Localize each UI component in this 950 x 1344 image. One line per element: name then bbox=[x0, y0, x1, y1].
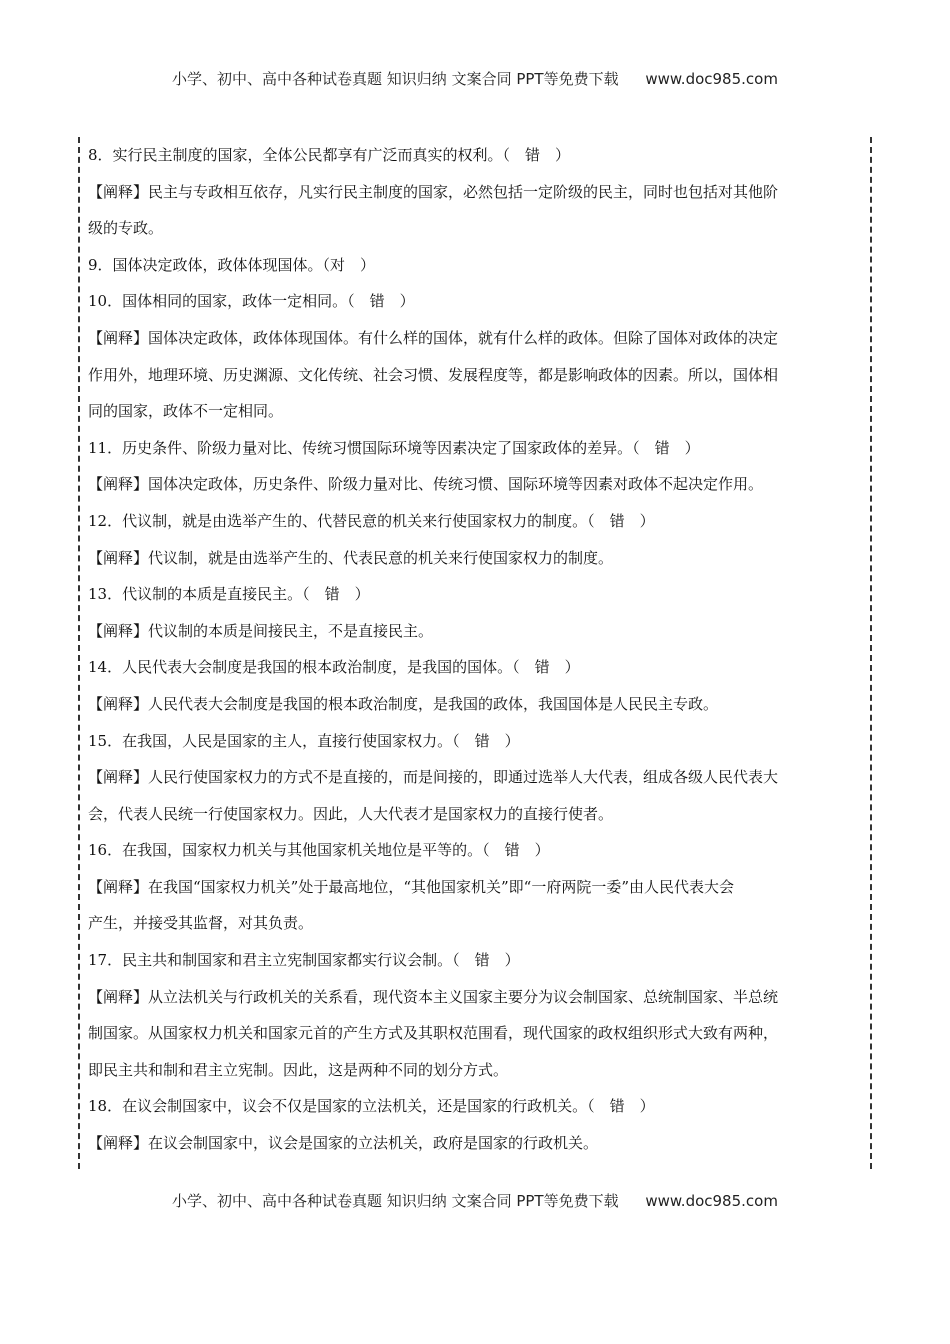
text-line: 【阐释】人民代表大会制度是我国的根本政治制度，是我国的政体，我国国体是人民民主专政。 bbox=[88, 694, 719, 713]
text-line: 8．实行民主制度的国家，全体公民都享有广泛而真实的权利。（ 错 ） bbox=[88, 146, 571, 164]
text-line: 【阐释】从立法机关与行政机关的关系看，现代资本主义国家主要分为议会制国家、总统制国家、半总统 bbox=[88, 987, 779, 1006]
text-line: 18．在议会制国家中，议会不仅是国家的立法机关，还是国家的行政机关。（ 错 ） bbox=[88, 1097, 655, 1116]
footer-url[interactable]: www.doc985.com bbox=[645, 1192, 778, 1210]
text-line: 会，代表人民统一行使国家权力。因此，人大代表才是国家权力的直接行使者。 bbox=[88, 804, 614, 823]
header-text: 小学、初中、高中各种试卷真题 知识归纳 文案合同 PPT等免费下载 bbox=[172, 70, 619, 88]
text-line: 级的专政。 bbox=[88, 219, 164, 238]
footer-text: 小学、初中、高中各种试卷真题 知识归纳 文案合同 PPT等免费下载 bbox=[172, 1192, 619, 1210]
text-line: 16．在我国，国家权力机关与其他国家机关地位是平等的。（ 错 ） bbox=[88, 841, 550, 860]
text-line: 即民主共和制和君主立宪制。因此，这是两种不同的划分方式。 bbox=[88, 1060, 509, 1079]
document-body bbox=[78, 137, 872, 1169]
text-line: 【阐释】人民行使国家权力的方式不是直接的，而是间接的，即通过选举人大代表，组成各级人民代表大 bbox=[88, 768, 779, 787]
text-line: 同的国家，政体不一定相同。 bbox=[88, 402, 284, 421]
page-footer bbox=[0, 1190, 950, 1211]
text-line: 【阐释】在议会制国家中，议会是国家的立法机关，政府是国家的行政机关。 bbox=[88, 1134, 599, 1153]
text-line: 制国家。从国家权力机关和国家元首的产生方式及其职权范围看，现代国家的政权组织形式大致有两种， bbox=[88, 1024, 779, 1043]
text-line: 【阐释】国体决定政体，历史条件、阶级力量对比、传统习惯、国际环境等因素对政体不起决定作用。 bbox=[88, 475, 764, 494]
text-line: 15．在我国，人民是国家的主人，直接行使国家权力。（ 错 ） bbox=[88, 731, 520, 750]
text-line: 12．代议制，就是由选举产生的、代替民意的机关来行使国家权力的制度。（ 错 ） bbox=[88, 511, 655, 530]
page-header bbox=[0, 68, 950, 89]
text-line: 14．人民代表大会制度是我国的根本政治制度，是我国的国体。（ 错 ） bbox=[88, 658, 580, 677]
text-line: 13．代议制的本质是直接民主。（ 错 ） bbox=[88, 585, 370, 604]
text-line: 【阐释】民主与专政相互依存，凡实行民主制度的国家，必然包括一定阶级的民主，同时也包括对其他阶 bbox=[88, 182, 779, 201]
text-line: 9．国体决定政体，政体体现国体。（对 ） bbox=[88, 255, 376, 274]
text-line: 【阐释】代议制的本质是间接民主，不是直接民主。 bbox=[88, 621, 434, 640]
header-url[interactable]: www.doc985.com bbox=[645, 70, 778, 88]
text-line: 【阐释】代议制，就是由选举产生的、代表民意的机关来行使国家权力的制度。 bbox=[88, 548, 614, 567]
text-line: 【阐释】国体决定政体，政体体现国体。有什么样的国体，就有什么样的政体。但除了国体对政体的决定 bbox=[88, 328, 779, 347]
text-line: 17．民主共和制国家和君主立宪制国家都实行议会制。（ 错 ） bbox=[88, 951, 520, 970]
text-line: 产生，并接受其监督，对其负责。 bbox=[88, 914, 314, 933]
text-line: 【阐释】在我国“国家权力机关”处于最高地位，“其他国家机关”即“一府两院一委”由人民代表大会 bbox=[88, 877, 735, 896]
text-line: 作用外，地理环境、历史渊源、文化传统、社会习惯、发展程度等，都是影响政体的因素。所以，国体相 bbox=[88, 365, 779, 384]
text-line: 10．国体相同的国家，政体一定相同。（ 错 ） bbox=[88, 292, 415, 311]
text-line: 11．历史条件、阶级力量对比、传统习惯国际环境等因素决定了国家政体的差异。（ 错 ） bbox=[88, 438, 700, 457]
